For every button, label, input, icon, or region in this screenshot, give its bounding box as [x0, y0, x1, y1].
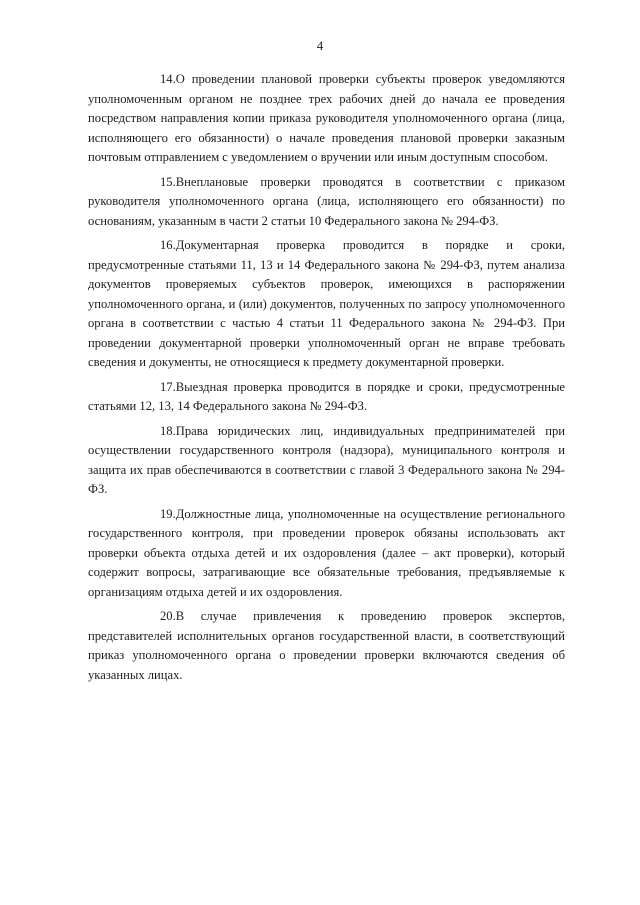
paragraph-text: Должностные лица, уполномоченные на осуществление регионального государственного контроля, при проведении проверок обязаны использовать акт проверки объекта отдыха детей и их оздоровления (далее – акт проверки), который содержит вопросы, затрагивающие все обязательные требования, предъявляемые к организациям отдыха детей и их оздоровления.	[88, 506, 565, 599]
paragraph-number: 15.	[160, 174, 176, 189]
paragraph-17	[88, 378, 565, 417]
paragraph-20	[88, 607, 565, 685]
paragraph-text: Выездная проверка проводится в порядке и сроки, предусмотренные статьями 12, 13, 14 Федерального закона № 294-ФЗ.	[88, 379, 565, 413]
paragraph-text: Внеплановые проверки проводятся в соответствии с приказом руководителя уполномоченного органа (лица, исполняющего его обязанности) по основаниям, указанным в части 2 статьи 10 Федерального закона № 294-ФЗ.	[88, 174, 565, 228]
paragraph-number: 19.	[160, 506, 176, 521]
paragraph-number: 16.	[160, 238, 176, 252]
document-body	[88, 70, 565, 690]
paragraph-number: 18.	[160, 423, 176, 438]
paragraph-text: В случае привлечения к проведению проверок экспертов, представителей исполнительных органов государственной власти, в соответствующий приказ уполномоченного органа о проведении проверки включаются сведения об указанных лицах.	[88, 609, 565, 682]
paragraph-text: О проведении плановой проверки субъекты проверок уведомляются уполномоченным органом не позднее трех рабочих дней до начала ее проведения посредством направления копии приказа руководителя уполномоченного органа (лица, исполняющего его обязанности) о начале проведения плановой проверки заказным почтовым отправлением с уведомлением о вручении или иным доступным способом.	[88, 72, 565, 164]
paragraph-18	[88, 422, 565, 500]
paragraph-number: 14.	[160, 72, 176, 86]
paragraph-15	[88, 173, 565, 232]
page-number: 4	[316, 38, 324, 53]
paragraph-number: 17.	[160, 379, 176, 394]
paragraph-text: Права юридических лиц, индивидуальных предпринимателей при осуществлении государственного контроля (надзора), муниципального контроля и защита их прав обеспечиваются в соответствии с главой 3 Федерального закона № 294-ФЗ.	[88, 423, 565, 496]
paragraph-number: 20.	[160, 609, 176, 623]
paragraph-14	[88, 70, 565, 168]
paragraph-16	[88, 236, 565, 373]
paragraph-text: Документарная проверка проводится в порядке и сроки, предусмотренные статьями 11, 13 и 14 Федерального закона № 294-ФЗ, путем анализа документов проверяемых субъектов проверок, имеющихся в распоряжении уполномоченного органа, и (или) документов, полученных по запросу уполномоченного органа в соответствии с частью 4 статьи 11 Федерального закона № 294-ФЗ. При проведении документарной проверки уполномоченный орган не вправе требовать сведения и документы, не относящиеся к предмету документарной проверки.	[88, 238, 565, 369]
paragraph-19	[88, 505, 565, 603]
